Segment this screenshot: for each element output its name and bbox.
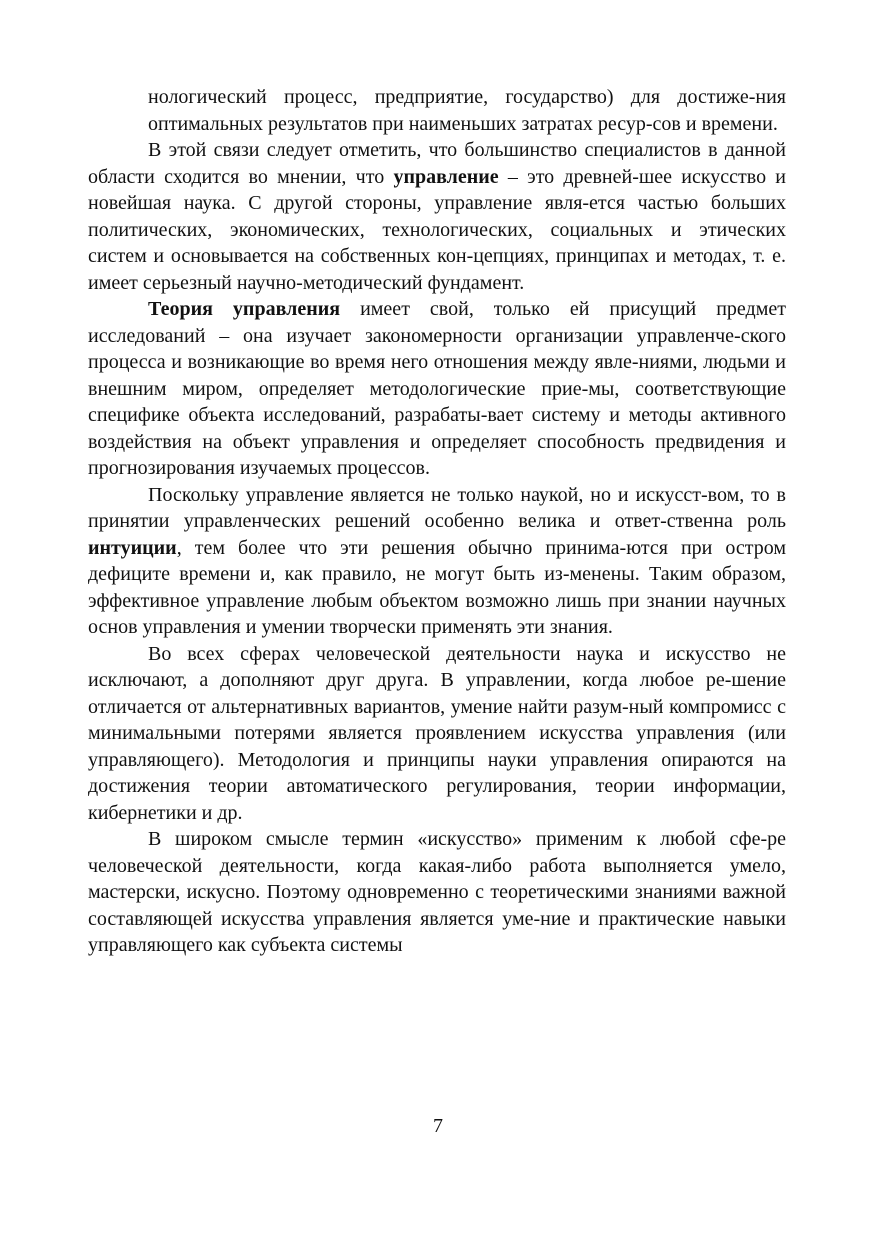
bold-term: Теория управления	[148, 298, 341, 320]
bold-term: управление	[393, 165, 499, 188]
paragraph-text: нологический процесс, предприятие, государство) для достиже-ния оптимальных результатов при наименьших затратах ресур-сов и времени.	[148, 86, 786, 135]
paragraph-text: – это древней-шее искусство и новейшая наука. С другой стороны, управление явля-ется частью больших политических, экономических, технологических, социальных и этических систем и основывается на собственных кон-цепциях, принципах и методах, т. е. имеет серьезный научно-методический фундамент.	[88, 165, 786, 294]
paragraph-text: В этой связи следует отметить, что большинство специалистов в данной области сходится во мнении, что	[88, 139, 786, 188]
paragraph	[88, 641, 786, 827]
page-body	[88, 84, 786, 959]
page-number: 7	[433, 1115, 443, 1137]
paragraph-text: имеет свой, только ей присущий предмет исследований – она изучает закономерности организации управленче-ского процесса и возникающие во время него отношения между явле-ниями, людьми и внешним миром, определяет методологические прие-мы, соответствующие специфике объекта исследований, разрабаты-вает систему и методы активного воздействия на объект управления и определяет способность предвидения и прогнозирования изучаемых процессов.	[88, 298, 786, 479]
paragraph	[88, 296, 786, 482]
paragraph	[88, 84, 786, 137]
paragraph-text: В широком смысле термин «искусство» применим к любой сфе-ре человеческой деятельности, когда какая-либо работа выполняется умело, мастерски, искусно. Поэтому одновременно с теоретическими знаниями важной составляющей искусства управления является уме-ние и практические навыки управляющего как субъекта системы	[88, 828, 786, 956]
bold-term: интуиции	[88, 536, 177, 559]
paragraph	[88, 482, 786, 641]
paragraph-text: , тем более что эти решения обычно принима-ются при остром дефиците времени и, как правило, не могут быть из-менены. Таким образом, эффективное управление любым объектом возможно лишь при знании научных основ управления и умении творчески применять эти знания.	[88, 536, 786, 638]
paragraph-text: Поскольку управление является не только наукой, но и искусст-вом, то в принятии управленческих решений особенно велика и ответ-ственна роль	[88, 483, 786, 532]
paragraph	[88, 826, 786, 959]
paragraph-text: Во всех сферах человеческой деятельности наука и искусство не исключают, а дополняют друг друга. В управлении, когда любое ре-шение отличается от альтернативных вариантов, умение найти разум-ный компромисс с минимальными потерями является проявлением искусства управления (или управляющего). Методология и принципы науки управления опираются на достижения теории автоматического регулирования, теории информации, кибернетики и др.	[88, 642, 786, 824]
paragraph	[88, 137, 786, 296]
